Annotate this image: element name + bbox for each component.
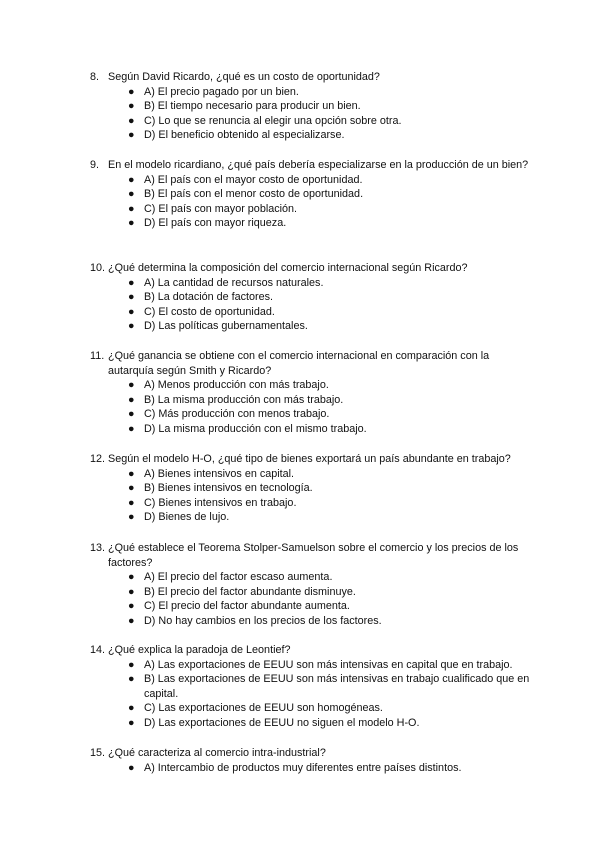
bullet-icon: ● xyxy=(128,305,135,318)
bullet-icon: ● xyxy=(128,393,135,406)
bullet-icon: ● xyxy=(128,320,135,333)
option-item: ● B) La misma producción con más trabajo. xyxy=(128,393,344,406)
question-15 xyxy=(90,746,530,775)
bullet-icon: ● xyxy=(128,217,135,230)
option-item: ● D) Las exportaciones de EEUU no siguen el modelo H-O. xyxy=(128,716,420,729)
option-item: ● D) Bienes de lujo. xyxy=(128,511,230,524)
options-list xyxy=(90,173,530,231)
options-list xyxy=(90,85,530,143)
option-item: ● C) Lo que se renuncia al elegir una opción sobre otra. xyxy=(128,114,402,127)
option-item: ● C) Bienes intensivos en trabajo. xyxy=(128,496,297,509)
options-list xyxy=(90,276,530,334)
bullet-icon: ● xyxy=(128,114,135,127)
options-list xyxy=(90,658,530,731)
option-item: ● B) El país con el menor costo de oportunidad. xyxy=(128,188,364,201)
option-item: ● B) Las exportaciones de EEUU son más intensivas en trabajo cualificado que en capital. xyxy=(128,673,530,700)
option-item: ● D) La misma producción con el mismo trabajo. xyxy=(128,422,367,435)
question-14 xyxy=(90,643,530,731)
option-item: ● D) El país con mayor riqueza. xyxy=(128,217,287,230)
option-item: ● D) No hay cambios en los precios de los factores. xyxy=(128,614,382,627)
option-item: ● C) Más producción con menos trabajo. xyxy=(128,408,330,421)
option-item: ● A) Las exportaciones de EEUU son más intensivas en capital que en trabajo. xyxy=(128,658,513,671)
question-number: 10. xyxy=(90,262,106,274)
question-10 xyxy=(90,261,530,334)
question-number: 8. xyxy=(90,71,100,83)
bullet-icon: ● xyxy=(128,276,135,289)
option-item: ● B) La dotación de factores. xyxy=(128,291,274,304)
bullet-icon: ● xyxy=(128,511,135,524)
bullet-icon: ● xyxy=(128,585,135,598)
bullet-icon: ● xyxy=(128,100,135,113)
question-text: En el modelo ricardiano, ¿qué país debería especializarse en la producción de un bien? xyxy=(108,159,529,171)
options-list xyxy=(90,570,530,628)
bullet-icon: ● xyxy=(128,600,135,613)
bullet-icon: ● xyxy=(128,716,135,729)
question-8 xyxy=(90,70,530,143)
bullet-icon: ● xyxy=(128,702,135,715)
question-number: 9. xyxy=(90,159,100,171)
question-12 xyxy=(90,452,530,525)
bullet-icon: ● xyxy=(128,482,135,495)
bullet-icon: ● xyxy=(128,571,135,584)
question-text: ¿Qué caracteriza al comercio intra-industrial? xyxy=(108,747,326,759)
question-text: Según el modelo H-O, ¿qué tipo de bienes exportará un país abundante en trabajo? xyxy=(108,453,511,465)
option-item: ● A) La cantidad de recursos naturales. xyxy=(128,276,324,289)
option-item: ● A) Intercambio de productos muy diferentes entre países distintos. xyxy=(128,761,462,774)
option-item: ● D) El beneficio obtenido al especializarse. xyxy=(128,129,345,142)
question-text: ¿Qué determina la composición del comercio internacional según Ricardo? xyxy=(108,262,468,274)
options-list xyxy=(90,378,530,436)
bullet-icon: ● xyxy=(128,291,135,304)
option-item: ● A) Menos producción con más trabajo. xyxy=(128,379,329,392)
option-item: ● A) Bienes intensivos en capital. xyxy=(128,467,295,480)
bullet-icon: ● xyxy=(128,129,135,142)
question-number: 15. xyxy=(90,747,106,759)
option-item: ● B) El precio del factor abundante disminuye. xyxy=(128,585,356,598)
bullet-icon: ● xyxy=(128,173,135,186)
question-13 xyxy=(90,541,530,629)
question-number: 11. xyxy=(90,350,105,362)
option-item: ● D) Las políticas gubernamentales. xyxy=(128,320,308,333)
option-item: ● C) Las exportaciones de EEUU son homogéneas. xyxy=(128,702,383,715)
option-item: ● C) El precio del factor abundante aumenta. xyxy=(128,600,350,613)
option-item: ● A) El país con el mayor costo de oportunidad. xyxy=(128,173,363,186)
bullet-icon: ● xyxy=(128,467,135,480)
options-list xyxy=(90,467,530,525)
option-item: ● A) El precio pagado por un bien. xyxy=(128,85,299,98)
question-number: 13. xyxy=(90,542,106,554)
bullet-icon: ● xyxy=(128,422,135,435)
bullet-icon: ● xyxy=(128,658,135,671)
option-item: ● C) El país con mayor población. xyxy=(128,202,298,215)
bullet-icon: ● xyxy=(128,496,135,509)
bullet-icon: ● xyxy=(128,379,135,392)
bullet-icon: ● xyxy=(128,761,135,774)
question-number: 12. xyxy=(90,453,106,465)
option-item: ● A) El precio del factor escaso aumenta. xyxy=(128,571,333,584)
question-number: 14. xyxy=(90,644,106,656)
bullet-icon: ● xyxy=(128,673,135,686)
bullet-icon: ● xyxy=(128,85,135,98)
bullet-icon: ● xyxy=(128,202,135,215)
question-9 xyxy=(90,158,530,231)
bullet-icon: ● xyxy=(128,188,135,201)
question-text: ¿Qué ganancia se obtiene con el comercio internacional en comparación con la autarquía según Smith y Ricardo? xyxy=(108,350,490,377)
option-item: ● B) Bienes intensivos en tecnología. xyxy=(128,482,313,495)
question-text: ¿Qué establece el Teorema Stolper-Samuelson sobre el comercio y los precios de los factores? xyxy=(108,542,519,569)
question-text: Según David Ricardo, ¿qué es un costo de oportunidad? xyxy=(108,71,380,83)
bullet-icon: ● xyxy=(128,408,135,421)
bullet-icon: ● xyxy=(128,614,135,627)
question-11 xyxy=(90,349,530,437)
option-item: ● C) El costo de oportunidad. xyxy=(128,305,275,318)
option-item: ● B) El tiempo necesario para producir un bien. xyxy=(128,100,361,113)
question-text: ¿Qué explica la paradoja de Leontief? xyxy=(108,644,291,656)
options-list xyxy=(90,761,530,776)
